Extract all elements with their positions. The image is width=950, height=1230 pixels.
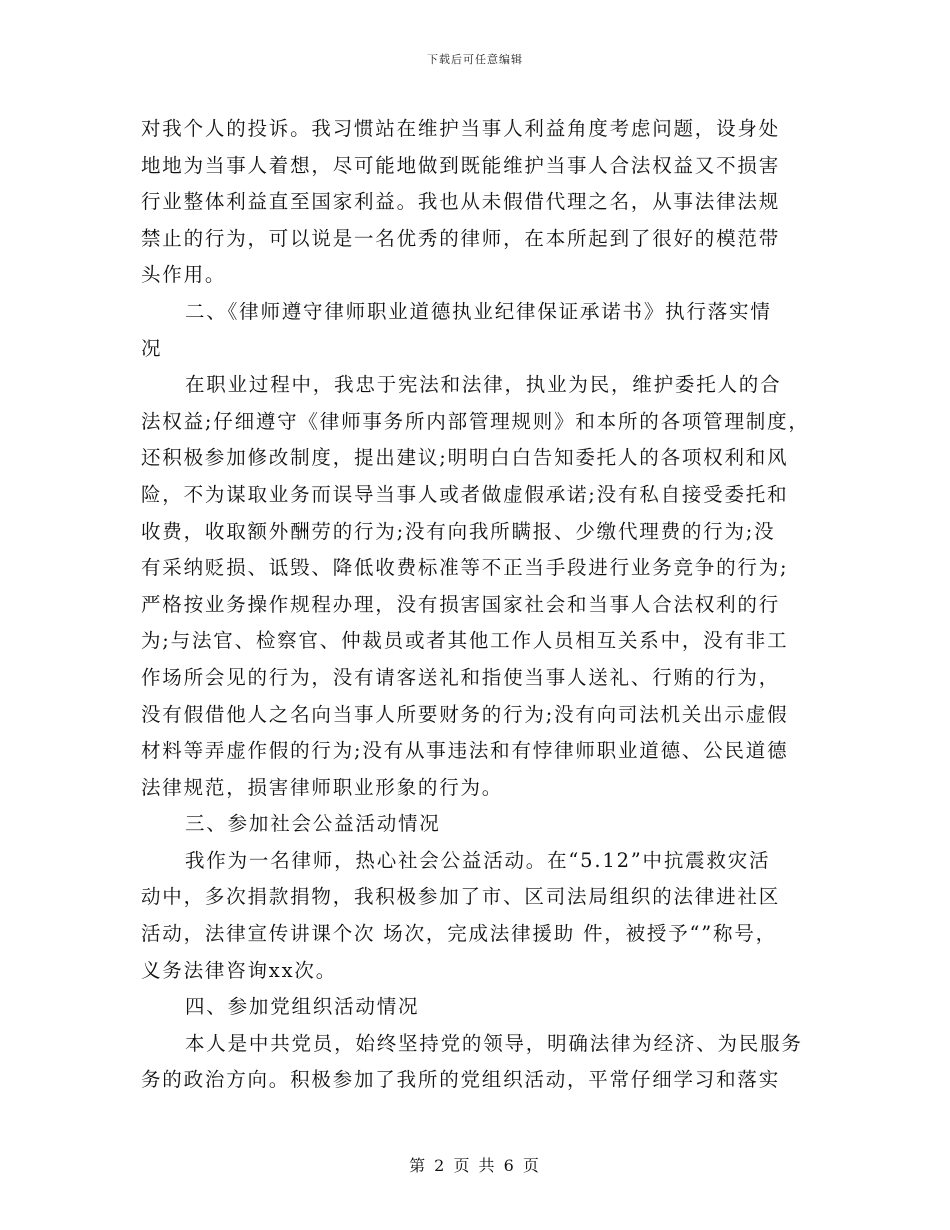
text-line: 头作用。 xyxy=(141,263,227,287)
text-line: 法律规范，损害律师职业形象的行为。 xyxy=(141,775,504,799)
section-heading-2-cont: 况 xyxy=(141,336,163,360)
document-body xyxy=(141,111,816,1099)
text-line: 对我个人的投诉。我习惯站在维护当事人利益角度考虑问题，设身处 xyxy=(141,117,781,140)
text-line: 活动，法律宣传讲课个次 场次，完成法律援助 件，被授予“”称号， xyxy=(141,922,777,946)
text-line: 地地为当事人着想，尽可能地做到既能维护当事人合法权益又不损害 xyxy=(141,153,781,177)
section-heading-3: 三、参加社会公益活动情况 xyxy=(185,812,441,836)
text-line: 还积极参加修改制度，提出建议;明明白白告知委托人的各项权利和风 xyxy=(141,446,789,470)
section-heading-4: 四、参加党组织活动情况 xyxy=(185,995,420,1019)
page-header-note: 下载后可任意编辑 xyxy=(427,53,523,66)
text-line: 在职业过程中，我忠于宪法和法律，执业为民，维护委托人的合 xyxy=(185,373,782,397)
text-line: 义务法律咨询xx次。 xyxy=(141,958,337,982)
text-line: 务的政治方向。积极参加了我所的党组织活动，平常仔细学习和落实 xyxy=(141,1068,781,1092)
text-line: 严格按业务操作规程办理，没有损害国家社会和当事人合法权利的行 xyxy=(141,592,781,616)
text-line: 为;与法官、检察官、仲裁员或者其他工作人员相互关系中，没有非工 xyxy=(141,629,789,653)
page-number: 第 2 页 共 6 页 xyxy=(409,1156,541,1175)
text-line: 作场所会见的行为，没有请客送礼和指使当事人送礼、行贿的行为， xyxy=(141,665,781,689)
text-line: 收费，收取额外酬劳的行为;没有向我所瞒报、少缴代理费的行为;没 xyxy=(141,519,776,543)
text-line: 我作为一名律师，热心社会公益活动。在“5.12”中抗震救灾活 xyxy=(185,848,771,872)
text-line: 材料等弄虚作假的行为;没有从事违法和有悖律师职业道德、公民道德 xyxy=(141,739,789,763)
text-line: 有采纳贬损、诋毁、降低收费标准等不正当手段进行业务竞争的行为; xyxy=(141,556,789,580)
text-line: 行业整体利益直至国家利益。我也从未假借代理之名，从事法律法规 xyxy=(141,190,781,214)
text-line: 没有假借他人之名向当事人所要财务的行为;没有向司法机关出示虚假 xyxy=(141,702,789,726)
section-heading-2: 二、《律师遵守律师职业道德执业纪律保证承诺书》执行落实情 xyxy=(185,299,772,323)
text-line: 法权益;仔细遵守《律师事务所内部管理规则》和本所的各项管理制度， xyxy=(141,409,810,433)
text-line: 险，不为谋取业务而误导当事人或者做虚假承诺;没有私自接受委托和 xyxy=(141,482,789,506)
text-line: 本人是中共党员，始终坚持党的领导，明确法律为经济、为民服务 xyxy=(185,1031,803,1055)
text-line: 禁止的行为，可以说是一名优秀的律师，在本所起到了很好的模范带 xyxy=(141,226,781,250)
text-line: 动中，多次捐款捐物，我积极参加了市、区司法局组织的法律进社区 xyxy=(141,885,781,909)
